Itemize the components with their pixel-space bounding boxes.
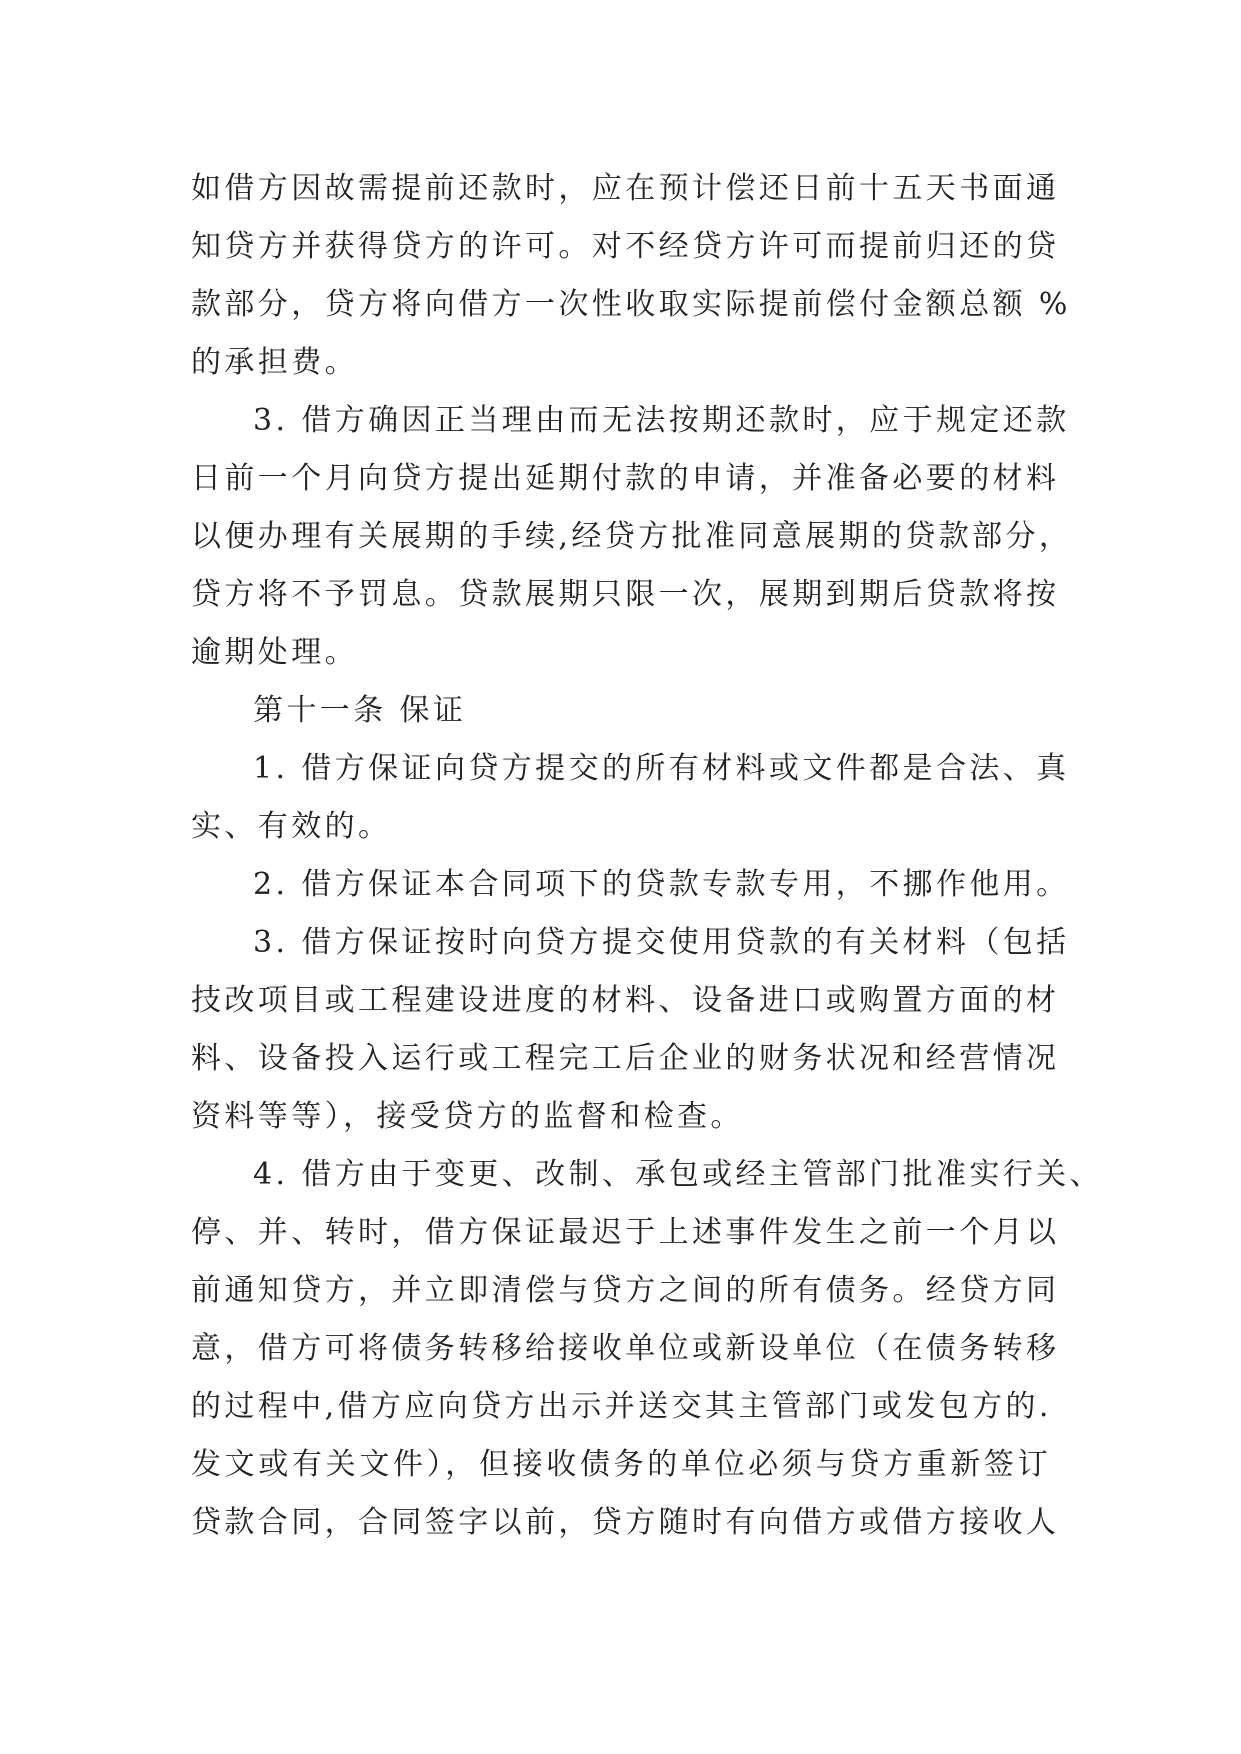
text-line: 3. 借方保证按时向贷方提交使用贷款的有关材料（包括 (253, 925, 1070, 960)
text-line: 的过程中,借方应向贷方出示并送交其主管部门或发包方的. (191, 1389, 1052, 1424)
text-line: 料、设备投入运行或工程完工后企业的财务状况和经营情况 (191, 1041, 1060, 1076)
text-line: 以便办理有关展期的手续,经贷方批准同意展期的贷款部分， (191, 519, 1073, 554)
text-line: 实、有效的。 (191, 809, 392, 844)
text-line: 前通知贷方，并立即清偿与贷方之间的所有债务。经贷方同 (191, 1273, 1060, 1308)
text-line: 1. 借方保证向贷方提交的所有材料或文件都是合法、真 (253, 751, 1070, 786)
text-line: 日前一个月向贷方提出延期付款的申请，并准备必要的材料 (191, 461, 1060, 496)
text-line: 款部分，贷方将向借方一次性收取实际提前偿付金额总额 % (191, 287, 1071, 322)
document-body (191, 160, 1103, 1552)
text-line: 资料等等），接受贷方的监督和检查。 (191, 1099, 744, 1134)
text-line: 的承担费。 (191, 345, 358, 380)
text-line: 4. 借方由于变更、改制、承包或经主管部门批准实行关、 (253, 1157, 1103, 1192)
text-line: 发文或有关文件），但接收债务的单位必须与贷方重新签订 (191, 1447, 1051, 1482)
text-line: 逾期处理。 (191, 635, 358, 670)
text-line: 贷方将不予罚息。贷款展期只限一次，展期到期后贷款将按 (191, 577, 1060, 612)
text-line: 技改项目或工程建设进度的材料、设备进口或购置方面的材 (191, 983, 1060, 1018)
section-heading: 第十一条 保证 (253, 693, 467, 728)
text-line: 知贷方并获得贷方的许可。对不经贷方许可而提前归还的贷 (191, 229, 1060, 264)
text-line: 意，借方可将债务转移给接收单位或新设单位（在债务转移 (191, 1331, 1060, 1366)
text-line: 2. 借方保证本合同项下的贷款专款专用，不挪作他用。 (253, 867, 1070, 902)
text-line: 如借方因故需提前还款时，应在预计偿还日前十五天书面通 (191, 171, 1060, 206)
text-line: 贷款合同，合同签字以前，贷方随时有向借方或借方接收人 (191, 1505, 1060, 1540)
text-line: 停、并、转时，借方保证最迟于上述事件发生之前一个月以 (191, 1215, 1060, 1250)
text-line: 3. 借方确因正当理由而无法按期还款时，应于规定还款 (253, 403, 1070, 438)
